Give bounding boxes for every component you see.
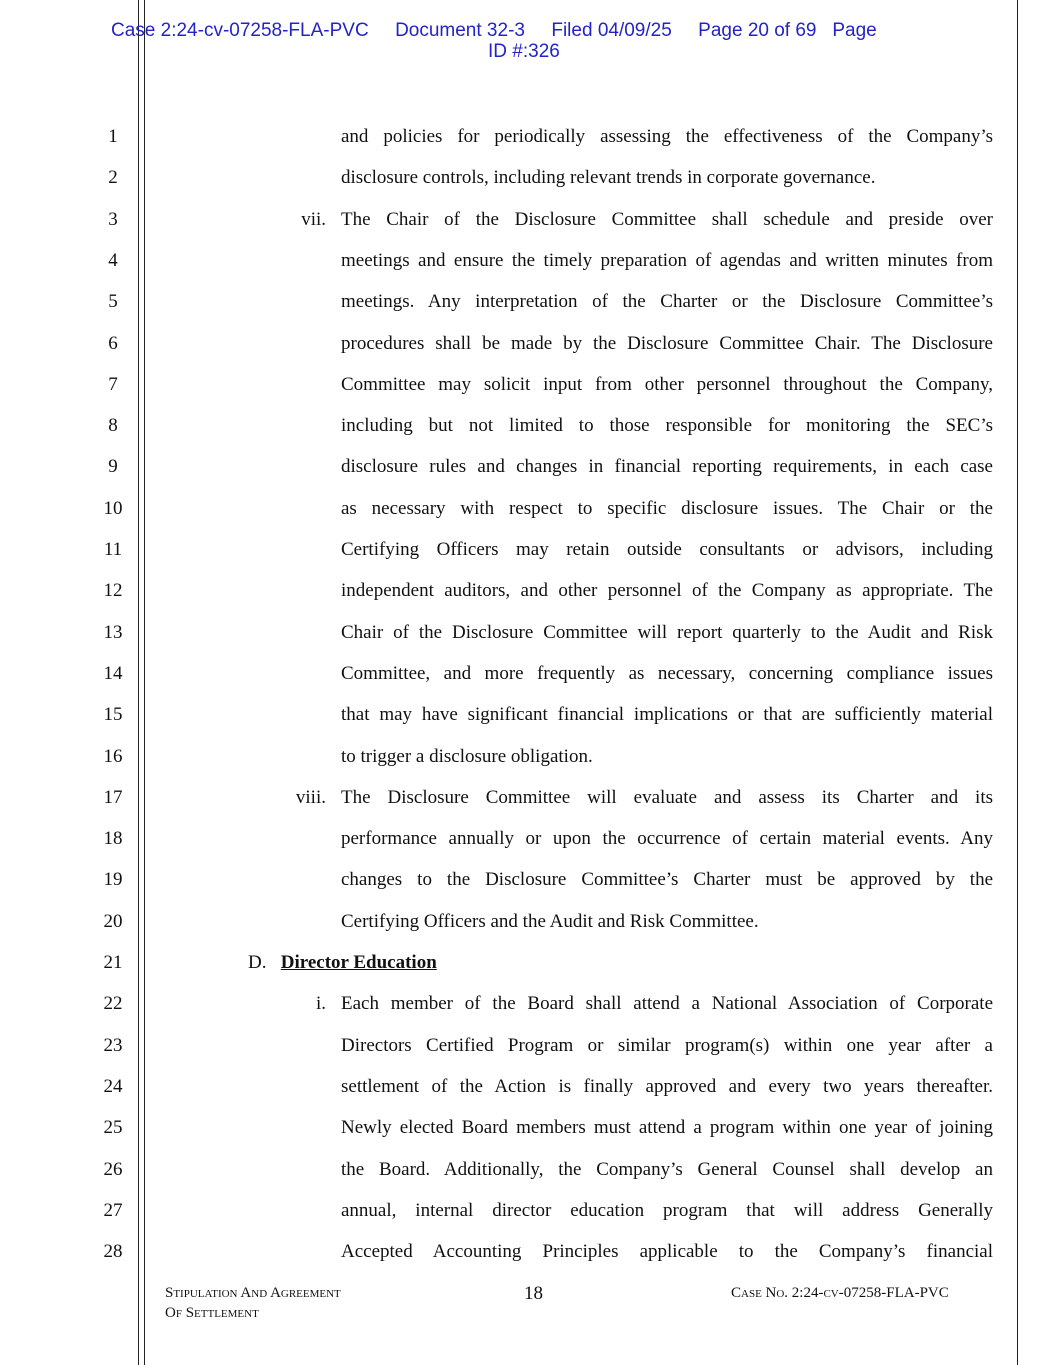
text-line: performance annually or upon the occurrence of certain material events. Any (341, 828, 993, 850)
text-line: that may have significant financial implications or that are sufficiently material (341, 704, 993, 726)
text-line: Directors Certified Program or similar program(s) within one year after a (341, 1034, 993, 1056)
item-marker: viii. (295, 786, 326, 808)
line-number: 5 (108, 291, 118, 313)
footer-case-number: Case No. 2:24-cv-07258-FLA-PVC (731, 1285, 949, 1301)
text-line: changes to the Disclosure Committee’s Charter must be approved by the (341, 869, 993, 891)
text-line: The Chair of the Disclosure Committee shall schedule and preside over (341, 208, 993, 230)
line-number: 28 (103, 1241, 123, 1263)
line-number: 21 (103, 952, 123, 973)
text-line: Certifying Officers may retain outside consultants or advisors, including (341, 539, 993, 560)
text-line: Accepted Accounting Principles applicable to the Company’s financial (341, 1241, 993, 1263)
line-number: 7 (108, 373, 118, 395)
text-line: as necessary with respect to specific disclosure issues. The Chair or the (341, 497, 993, 519)
line-number: 24 (103, 1075, 123, 1097)
section-title: Director Education (280, 952, 437, 973)
case-header: Case 2:24-cv-07258-FLA-PVC Document 32-3 Filed 04/09/25 Page 20 of 69 Page (111, 20, 877, 41)
text-line: Committee may solicit input from other personnel throughout the Company, (341, 373, 993, 395)
line-number: 25 (103, 1117, 123, 1139)
text-line: Certifying Officers and the Audit and Risk Committee. (341, 910, 759, 932)
line-number: 10 (103, 497, 123, 519)
text-line: and policies for periodically assessing the effectiveness of the Company’s (341, 126, 993, 147)
text-line: independent auditors, and other personnel of the Company as appropriate. The (341, 580, 993, 602)
line-number: 4 (108, 249, 118, 271)
section-heading (248, 952, 437, 974)
line-number: 18 (103, 828, 123, 850)
line-number: 6 (108, 332, 118, 354)
line-number: 2 (108, 167, 118, 189)
margin-rule-left-inner (144, 0, 145, 1365)
item-marker: vii. (301, 208, 326, 230)
footer-title-2: Of Settlement (165, 1305, 259, 1321)
line-number: 22 (103, 993, 123, 1015)
text-line: meetings and ensure the timely preparation of agendas and written minutes from (341, 249, 993, 271)
text-line: annual, internal director education program that will address Generally (341, 1199, 993, 1221)
line-number: 9 (108, 456, 118, 478)
text-line: procedures shall be made by the Disclosure Committee Chair. The Disclosure (341, 332, 993, 354)
text-line: disclosure controls, including relevant trends in corporate governance. (341, 167, 876, 189)
margin-rule-right (1017, 0, 1018, 1365)
line-number: 11 (103, 539, 123, 560)
margin-rule-left-outer (138, 0, 139, 1365)
section-letter: D. (248, 952, 267, 973)
line-number: 1 (108, 126, 118, 147)
line-number: 19 (103, 869, 123, 891)
text-line: Chair of the Disclosure Committee will report quarterly to the Audit and Risk (341, 621, 993, 643)
footer-title-1: Stipulation And Agreement (165, 1285, 341, 1301)
page-id: ID #:326 (488, 41, 560, 62)
line-number: 13 (103, 621, 123, 643)
line-number: 20 (103, 910, 123, 932)
text-line: meetings. Any interpretation of the Charter or the Disclosure Committee’s (341, 291, 993, 313)
text-line: the Board. Additionally, the Company’s General Counsel shall develop an (341, 1158, 993, 1180)
text-line: Committee, and more frequently as necessary, concerning compliance issues (341, 662, 993, 684)
line-number: 27 (103, 1199, 123, 1221)
line-number: 17 (103, 786, 123, 808)
line-number: 14 (103, 662, 123, 684)
line-number: 23 (103, 1034, 123, 1056)
text-line: to trigger a disclosure obligation. (341, 745, 593, 767)
line-number: 15 (103, 704, 123, 726)
line-number: 26 (103, 1158, 123, 1180)
text-line: The Disclosure Committee will evaluate and assess its Charter and its (341, 786, 993, 808)
text-line: including but not limited to those responsible for monitoring the SEC’s (341, 415, 993, 437)
text-line: Newly elected Board members must attend a program within one year of joining (341, 1117, 993, 1139)
text-line: settlement of the Action is finally approved and every two years thereafter. (341, 1075, 993, 1097)
page-number: 18 (524, 1283, 543, 1304)
text-line: disclosure rules and changes in financial reporting requirements, in each case (341, 456, 993, 478)
line-number: 8 (108, 415, 118, 437)
line-number: 3 (108, 208, 118, 230)
text-line: Each member of the Board shall attend a National Association of Corporate (341, 993, 993, 1015)
line-number: 12 (103, 580, 123, 602)
line-number: 16 (103, 745, 123, 767)
item-marker: i. (315, 993, 326, 1015)
